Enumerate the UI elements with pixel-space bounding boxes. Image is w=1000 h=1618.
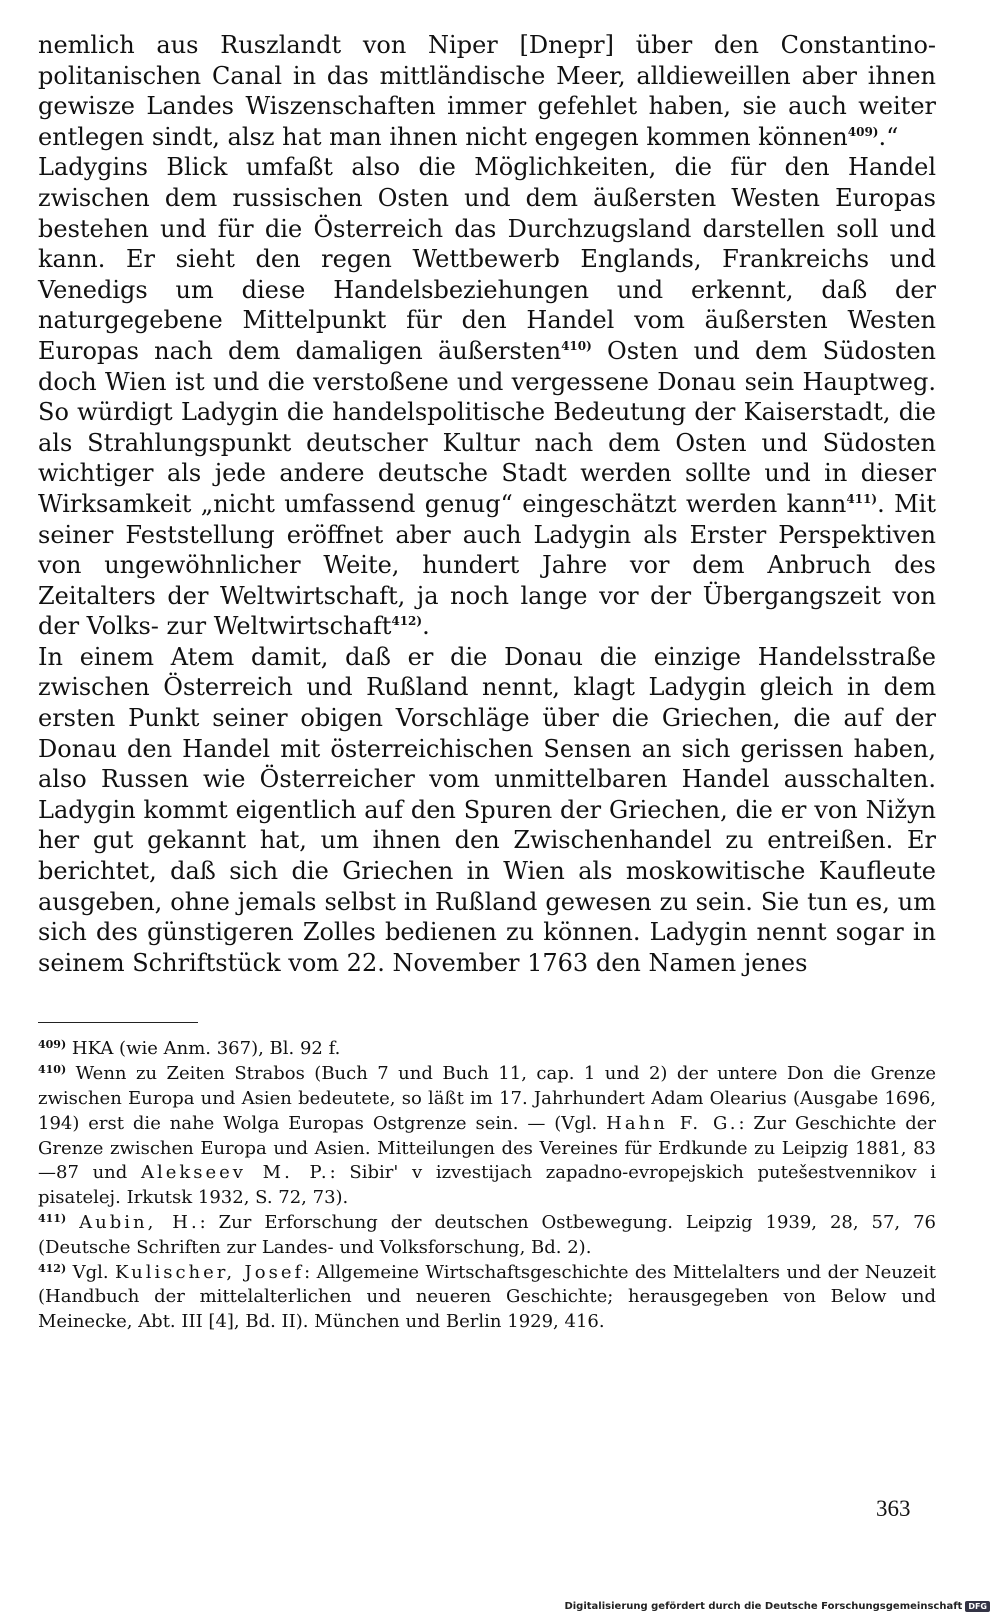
text-run: : Zur Erforschung der deutschen Ostbewegung. Leipzig 1939, 28, 57, 76 (Deutsche Schriften zur Landes- und Volksforschung, Bd. 2). <box>38 1211 936 1258</box>
footnote-ref: 412) <box>391 614 423 629</box>
author-name: Aubin, H. <box>79 1211 200 1233</box>
text-run: Ladygins Blick umfaßt also die Möglichkeiten, die für den Handel zwischen dem russischen Osten und dem äußersten Westen Europas bestehen und für die Österreich das Durchzugsland darstellen soll und kann. Er sieht den regen Wettbewerb Englands, Frankreichs und Venedigs um diese Handelsbeziehungen und erkennt, daß der naturgegebene Mittelpunkt für den Handel vom äußersten Westen Europas nach dem damaligen äußersten <box>38 153 936 365</box>
paragraph <box>38 642 936 979</box>
paragraph <box>38 30 936 152</box>
footnote <box>38 1062 936 1211</box>
footnote-ref: 409) <box>847 124 879 139</box>
footnote-number: 410) <box>38 1063 67 1077</box>
text-run: . <box>422 612 430 641</box>
text-run: In einem Atem damit, daß er die Donau die einzige Handelsstraße zwischen Österreich und Rußland nennt, klagt Ladygin gleich in dem ersten Punkt seiner obigen Vorschläge über die Griechen, die auf der Donau den Handel mit österreichischen Sensen an sich gerissen haben, also Russen wie Österreicher vom unmittelbaren Handel ausschalten. Ladygin kommt eigentlich auf den Spuren der Griechen, die er von Nižyn her gut gekannt hat, um ihnen den Zwischenhandel zu entreißen. Er berichtet, daß sich die Griechen in Wien als moskowitische Kaufleute ausgeben, ohne jemals selbst in Rußland gewesen zu sein. Sie tun es, um sich des günstigeren Zolles bedienen zu können. Ladygin nennt sogar in seinem Schriftstück vom 22. November 1763 den Namen jenes <box>38 642 936 977</box>
dfg-logo: DFG <box>965 1601 990 1612</box>
footnote-divider <box>38 1022 198 1023</box>
author-name: Alekseev M. P. <box>140 1162 330 1184</box>
footnote-ref: 410) <box>561 338 592 353</box>
page-number: 363 <box>876 1496 911 1521</box>
text-run: Wenn zu Zeiten Strabos (Buch 7 und Buch 11, cap. 1 und 2) der untere Don die Grenze zwischen Europa und Asien bedeutete, so läßt im 17. Jahrhundert Adam Olearius (Ausgabe 1696, 194) erst die nahe Wolga Europas Ostgrenze sein. — (Vgl. <box>38 1063 936 1134</box>
footnote-number: 409) <box>38 1038 67 1052</box>
author-name: Kulischer, Josef <box>115 1261 305 1283</box>
dfg-credit-text: Digitalisierung gefördert durch die Deutsche Forschungsgemeinschaft <box>564 1601 963 1612</box>
text-run: Vgl. <box>72 1261 116 1283</box>
text-run: Osten und dem Südosten doch Wien ist und die verstoßene und vergessene Donau sein Hauptweg. So würdigt Ladygin die handelspolitische Bedeutung der Kaiserstadt, die als Strahlungspunkt deutscher Kultur nach dem Osten und Südosten wichtiger als jede andere deutsche Stadt werden sollte und in dieser Wirksamkeit „nicht umfassend genug“ eingeschätzt werden kann <box>38 336 936 518</box>
text-run: .“ <box>878 122 899 151</box>
footnotes <box>38 1037 936 1335</box>
footnote-number: 411) <box>38 1211 67 1225</box>
main-text <box>38 30 936 978</box>
text-run: HKA (wie Anm. 367), Bl. 92 f. <box>71 1038 341 1060</box>
text-run: : Sibir' v izvestijach zapadno-evropejskich putešestvennikov i pisatelej. Irkutsk 1932, S. 72, 73). <box>38 1162 936 1209</box>
text-run: : Allgemeine Wirtschaftsgeschichte des Mittelalters und der Neuzeit (Handbuch der mittelalterlichen und neueren Geschichte; herausgegeben von Below und Meinecke, Abt. III [4], Bd. II). München und Berlin 1929, 416. <box>38 1261 936 1333</box>
dfg-credit-line <box>564 1601 990 1612</box>
text-run: : Zur Geschichte der Grenze zwischen Europa und Asien. Mitteilungen des Vereines für Erdkunde zu Leipzig 1881, 83—87 und <box>38 1112 936 1184</box>
paragraph <box>38 152 936 642</box>
text-run: . Mit seiner Feststellung eröffnet aber auch Ladygin als Erster Perspektiven von ungewöhnlicher Weite, hundert Jahre vor dem Anbruch des Zeitalters der Weltwirtschaft, ja noch lange vor der Übergangszeit von der Volks- zur Weltwirtschaft <box>38 489 937 641</box>
footnote <box>38 1211 936 1261</box>
footnote <box>38 1261 936 1335</box>
footnote <box>38 1037 936 1062</box>
author-name: Hahn F. G. <box>606 1112 739 1134</box>
footnote-number: 412) <box>38 1261 67 1275</box>
footnote-ref: 411) <box>846 491 878 506</box>
text-run: nemlich aus Ruszlandt von Niper [Dnepr] über den Constantino-politanischen Canal in das mittländische Meer, alldieweillen aber ihnen gewisze Landes Wiszenschaften immer gefehlet haben, sie auch weiter entlegen sindt, alsz hat man ihnen nicht engegen kommen können <box>38 31 936 151</box>
page-content <box>38 30 936 1335</box>
